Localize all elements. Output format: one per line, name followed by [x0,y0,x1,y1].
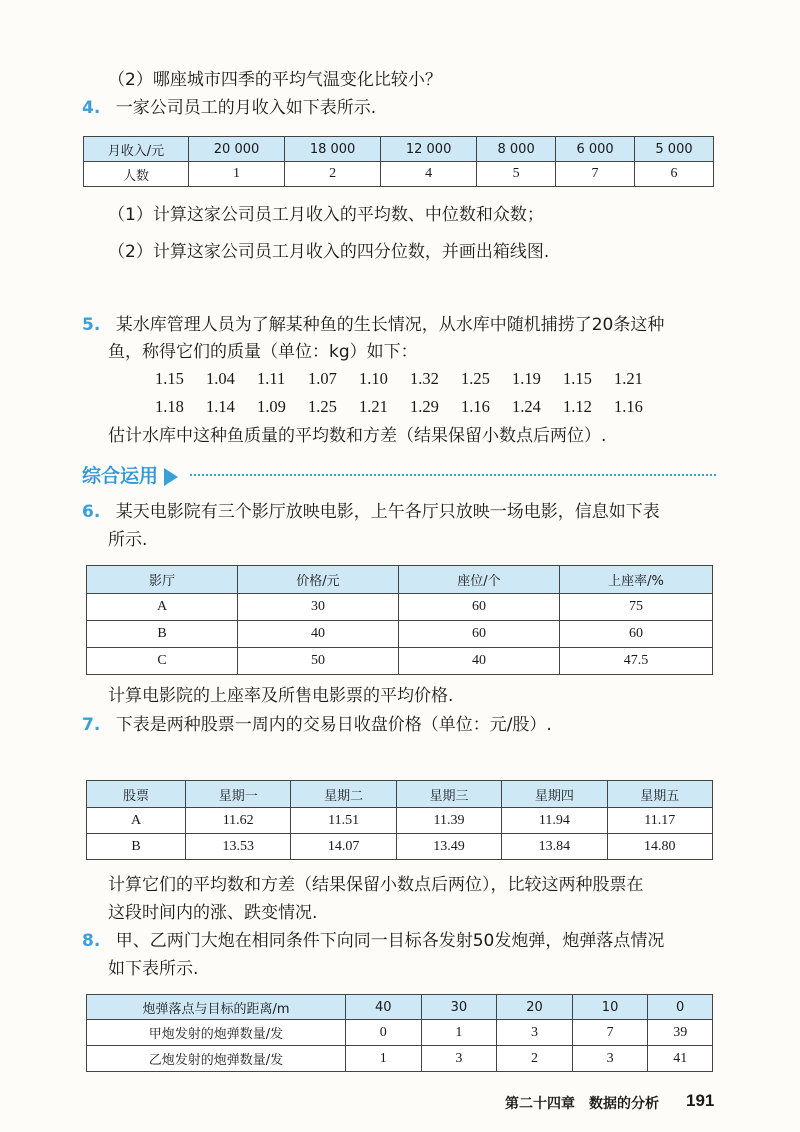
artillery-table [86,994,713,1072]
table-cell: 3 [572,1046,648,1072]
data-value: 1.32 [410,369,439,388]
question-8 [82,929,664,953]
table-cell: 39 [648,1020,713,1046]
table-cell: 上座率/% [560,566,713,594]
data-value: 1.04 [206,369,235,388]
table-cell: 6 [635,162,714,187]
table-cell: 14.07 [291,834,396,860]
table-cell: 0 [346,1020,422,1046]
table-cell: 20 000 [189,137,285,162]
data-value: 1.10 [359,369,388,388]
table-cell: 甲炮发射的炮弹数量/发 [87,1020,346,1046]
table-cell: 1 [421,1020,497,1046]
data-value: 1.19 [512,369,541,388]
table-cell: 3 [421,1046,497,1072]
table-cell: 12 000 [381,137,477,162]
data-value: 1.29 [410,397,439,416]
question-text: 一家公司员工的月收入如下表所示. [115,98,377,118]
section-title: 综合运用 [82,465,159,487]
table-cell: 月收入/元 [84,137,189,162]
table-cell: 7 [572,1020,648,1046]
table-cell: 40 [346,995,422,1020]
q4-sub1: （1）计算这家公司员工月收入的平均数、中位数和众数； [108,205,544,225]
play-triangle-icon [164,468,178,486]
question-text: 某水库管理人员为了解某种鱼的生长情况，从水库中随机捕捞了20条这种 [115,315,665,335]
question-text: 鱼，称得它们的质量（单位：kg）如下： [108,342,418,362]
table-cell: 30 [238,594,399,621]
table-cell: 47.5 [560,648,713,675]
question-text: 计算它们的平均数和方差（结果保留小数点后两位），比较这两种股票在 [108,875,644,895]
question-text: 计算电影院的上座率及所售电影票的平均价格. [108,686,454,706]
data-value: 1.12 [563,397,592,416]
data-value: 1.07 [308,369,337,388]
table-cell: C [87,648,238,675]
table-cell: 星期一 [186,781,291,808]
table-cell: 30 [421,995,497,1020]
question-7 [82,713,552,737]
table-cell: 星期三 [396,781,501,808]
table-cell: 13.84 [502,834,607,860]
table-cell: 座位/个 [399,566,560,594]
table-cell: 60 [399,621,560,648]
table-cell: 41 [648,1046,713,1072]
table-cell: 7 [556,162,635,187]
table-cell: 11.94 [502,808,607,834]
table-cell: 2 [497,1046,573,1072]
chapter-footer: 第二十四章 数据的分析 [505,1096,659,1112]
table-cell: 18 000 [285,137,381,162]
table-cell: 星期四 [502,781,607,808]
table-cell: 40 [238,621,399,648]
q3-sub2: （2）哪座城市四季的平均气温变化比较小？ [108,70,442,90]
table-cell: 14.80 [607,834,712,860]
table-cell: B [87,621,238,648]
question-number: 6. [82,502,101,522]
cinema-table [86,565,713,675]
q4-sub2: （2）计算这家公司员工月收入的四分位数，并画出箱线图. [108,242,550,262]
question-text: 如下表所示. [108,959,199,979]
question-4 [82,96,376,120]
table-cell: 影厅 [87,566,238,594]
table-cell: 股票 [87,781,186,808]
page-number: 191 [686,1091,715,1110]
table-cell: 11.51 [291,808,396,834]
question-text: 甲、乙两门大炮在相同条件下向同一目标各发射50发炮弹，炮弹落点情况 [115,931,665,951]
table-cell: 20 [497,995,573,1020]
question-text: 下表是两种股票一周内的交易日收盘价格（单位：元/股）. [115,715,552,735]
data-value: 1.21 [359,397,388,416]
table-cell: 5 [477,162,556,187]
data-value: 1.18 [155,397,184,416]
stock-table [86,780,713,860]
question-text: 这段时间内的涨、跌变情况. [108,903,318,923]
question-5 [82,313,664,337]
table-cell: 人数 [84,162,189,187]
fish-data-row-1 [155,369,665,389]
table-cell: 60 [560,621,713,648]
fish-data-row-2 [155,397,665,417]
table-cell: 13.53 [186,834,291,860]
question-number: 8. [82,931,101,951]
data-value: 1.14 [206,397,235,416]
question-number: 7. [82,715,101,735]
table-cell: 11.17 [607,808,712,834]
income-table [83,136,714,187]
table-cell: 价格/元 [238,566,399,594]
data-value: 1.25 [308,397,337,416]
table-cell: 星期五 [607,781,712,808]
data-value: 1.15 [563,369,592,388]
table-cell: 乙炮发射的炮弹数量/发 [87,1046,346,1072]
table-cell: A [87,808,186,834]
data-value: 1.09 [257,397,286,416]
data-value: 1.11 [257,369,286,388]
data-value: 1.15 [155,369,184,388]
table-cell: 炮弹落点与目标的距离/m [87,995,346,1020]
table-cell: 75 [560,594,713,621]
table-cell: 13.49 [396,834,501,860]
table-cell: B [87,834,186,860]
question-6 [82,500,660,524]
table-cell: 11.39 [396,808,501,834]
table-cell: 11.62 [186,808,291,834]
question-text: 估计水库中这种鱼质量的平均数和方差（结果保留小数点后两位）. [108,426,607,446]
table-cell: A [87,594,238,621]
data-value: 1.21 [614,369,643,388]
data-value: 1.16 [461,397,490,416]
data-value: 1.24 [512,397,541,416]
table-cell: 1 [189,162,285,187]
section-divider [190,474,716,476]
question-number: 5. [82,315,101,335]
table-cell: 50 [238,648,399,675]
table-cell: 60 [399,594,560,621]
data-value: 1.25 [461,369,490,388]
table-cell: 4 [381,162,477,187]
section-heading [82,461,178,488]
table-cell: 2 [285,162,381,187]
table-cell: 3 [497,1020,573,1046]
question-text: 某天电影院有三个影厅放映电影，上午各厅只放映一场电影，信息如下表 [115,502,660,522]
table-cell: 40 [399,648,560,675]
data-value: 1.16 [614,397,643,416]
question-text: 所示. [108,530,148,550]
table-cell: 6 000 [556,137,635,162]
table-cell: 星期二 [291,781,396,808]
table-cell: 10 [572,995,648,1020]
question-number: 4. [82,98,101,118]
table-cell: 0 [648,995,713,1020]
table-cell: 1 [346,1046,422,1072]
table-cell: 5 000 [635,137,714,162]
table-cell: 8 000 [477,137,556,162]
